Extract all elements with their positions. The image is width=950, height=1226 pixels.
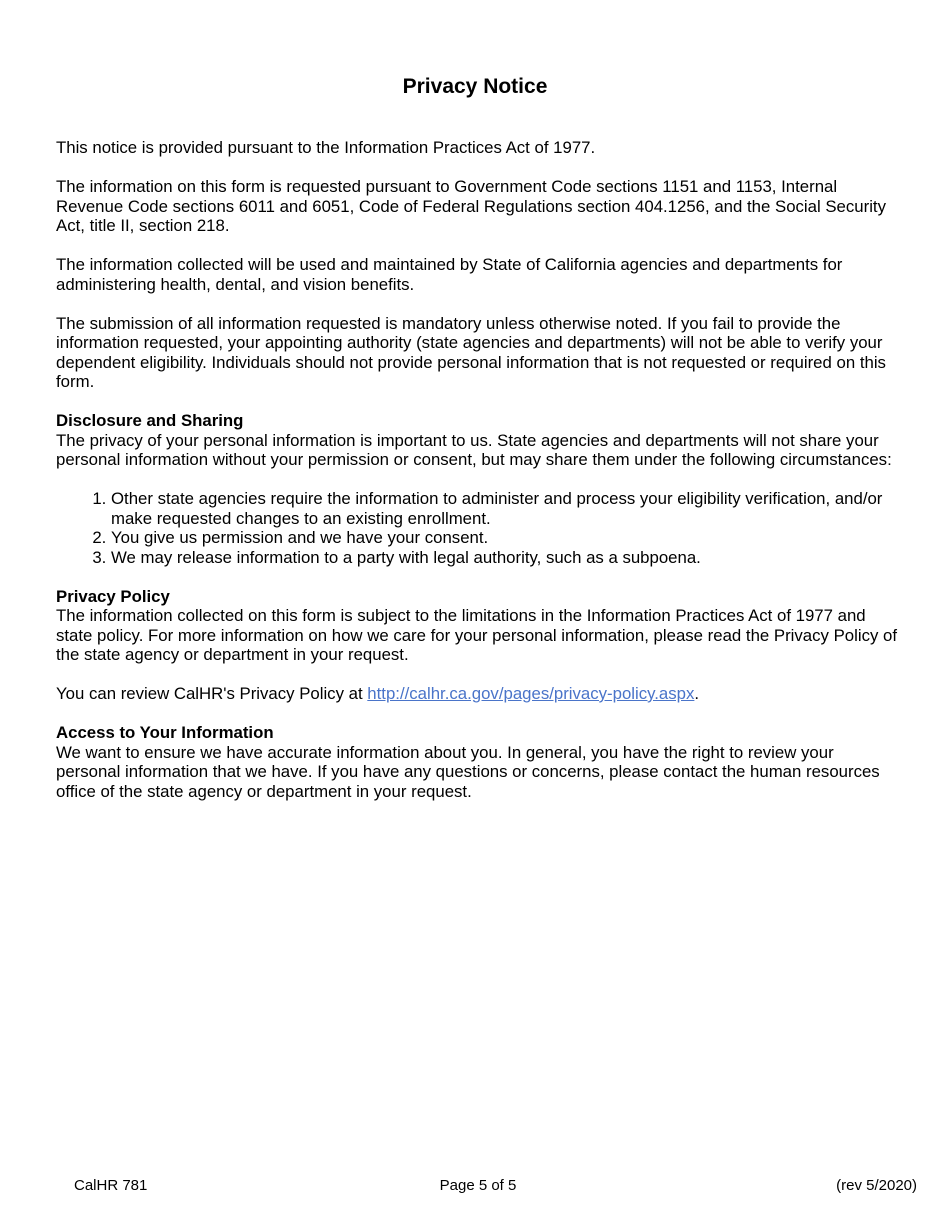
privacy-policy-heading: Privacy Policy xyxy=(56,586,170,606)
review-suffix: . xyxy=(694,684,700,703)
review-prefix: You can review CalHR's Privacy Policy at xyxy=(56,684,368,703)
disclosure-heading: Disclosure and Sharing xyxy=(56,411,244,430)
access-heading: Access to Your Information xyxy=(56,723,274,742)
privacy-policy-review xyxy=(56,684,901,704)
intro-paragraph: This notice is provided pursuant to the Information Practices Act of 1977. xyxy=(56,138,596,157)
notice-body xyxy=(56,138,901,821)
privacy-policy-paragraph: The information collected on this form is subject to the limitations in the Information Practices Act of 1977 and state policy. For more information on how we care for your personal information, please read the Privacy Policy of the state agency or department in your request. xyxy=(56,606,898,664)
access-paragraph: We want to ensure we have accurate information about you. In general, you have the right to review your personal information that we have. If you have any questions or concerns, please contact the human resources office of the state agency or department in your request. xyxy=(56,742,880,801)
list-item: 1. Other state agencies require the information to administer and process your eligibility verification, and/or make requested changes to an existing enrollment. xyxy=(111,489,901,528)
page-title: Privacy Notice xyxy=(402,75,548,98)
list-item: 2. You give us permission and we have your consent. xyxy=(111,528,901,548)
disclosure-paragraph: The privacy of your personal information is important to us. State agencies and departments will not share your personal information without your permission or consent, but may share them under the following circumstances: xyxy=(56,430,892,469)
page-footer xyxy=(0,1177,950,1197)
form-id: CalHR 781 xyxy=(74,1177,148,1194)
mandatory-paragraph: The submission of all information requested is mandatory unless otherwise noted. If you fail to provide the information requested, your appointing authority (state agencies and departments) will not be able to verify your dependent eligibility. Individuals should not provide personal information that is not requested or required on this form. xyxy=(56,313,886,391)
revision-date: (rev 5/2020) xyxy=(836,1177,917,1194)
usage-paragraph: The information collected will be used and maintained by State of California agencies and departments for administering health, dental, and vision benefits. xyxy=(56,255,843,294)
page-number: Page 5 of 5 xyxy=(439,1177,517,1194)
authority-paragraph: The information on this form is requested pursuant to Government Code sections 1151 and 1153, Internal Revenue Code sections 6011 and 6051, Code of Federal Regulations section 404.1256, and the Social Security Act, title II, section 218. xyxy=(56,177,886,235)
privacy-policy-link[interactable]: http://calhr.ca.gov/pages/privacy-policy.aspx xyxy=(367,684,695,703)
list-item: 3. We may release information to a party with legal authority, such as a subpoena. xyxy=(111,548,901,568)
disclosure-list xyxy=(56,489,901,567)
